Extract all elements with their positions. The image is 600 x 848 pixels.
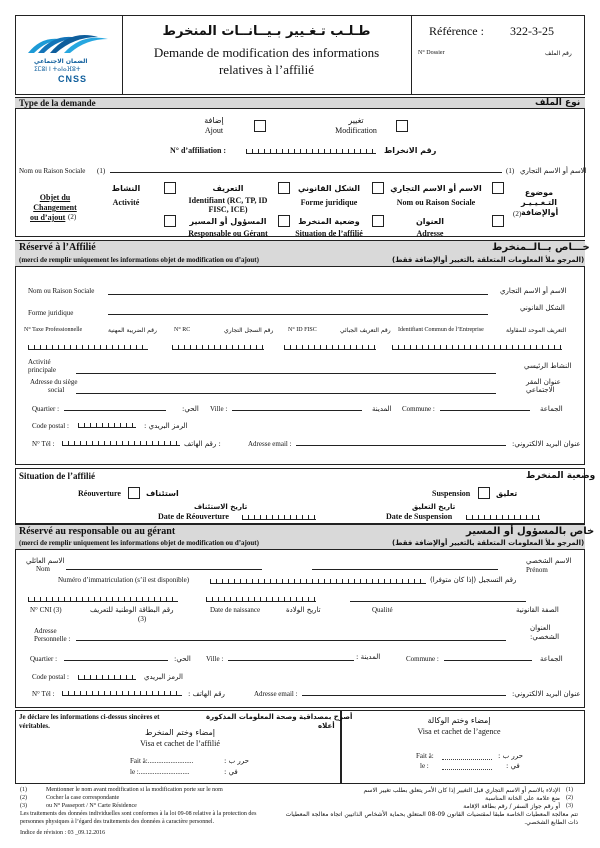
aff-cp-label-fr: Code postal : (32, 422, 69, 430)
adresse-checkbox-right[interactable] (492, 215, 504, 227)
footer-note-2: (2) (20, 795, 27, 801)
resp-immat-label-ar: رقم التسجيل (إذا كان متوفرا) (430, 576, 517, 584)
resp-cni-field[interactable] (28, 594, 178, 602)
aff-nom-label-fr: Nom ou Raison Sociale (28, 287, 95, 295)
footer-fr-3: ou N° Passeport / N° Carte Résidence (46, 803, 137, 809)
objet-note-ar: (2) (513, 210, 522, 218)
affiliation-label-ar: رقم الانخراط (384, 146, 437, 155)
resp-ville-label-ar: المدينة : (356, 653, 381, 661)
reserve-affilie-title-ar: خـــاص بــالــمنخرط (492, 242, 590, 253)
footer-ar-note-2: (2) (566, 795, 573, 801)
aff-if-label-fr: N° ID FISC (288, 327, 317, 333)
aff-quartier-label-fr: Quartier : (32, 405, 60, 413)
aff-cp-label-ar: الرمز البريدي : (144, 422, 188, 430)
objet-label-ar-1: موضوع (524, 188, 554, 197)
resp-cp-label-fr: Code postal : (32, 673, 69, 681)
resp-adr-label-fr-1: Adresse (34, 627, 57, 635)
aff-commune-label-ar: الجماعة (540, 405, 563, 413)
sign-agence-ar: إمضاء وختم الوكالة (427, 716, 491, 725)
aff-activite-label-fr-2: principale (28, 366, 56, 374)
opt-identifiant-fr-1: Identifiant (RC, TP, ID (188, 196, 268, 205)
footer-ar-note-3: (3) (566, 803, 573, 809)
objet-label-fr-1: Objet du (39, 193, 71, 202)
aff-ville-label-ar: المدينة (372, 405, 392, 413)
opt-responsable-ar: المسؤول أو المسير (189, 217, 267, 226)
aff-tel-label-ar: : رقم الهاتف (184, 440, 221, 448)
aff-quartier-label-ar: الحي: (182, 405, 199, 413)
aff-nom-label-ar: الاسم أو الاسم التجاري (500, 287, 567, 295)
reserve-affilie-title-fr: Réservé à l’Affilié (19, 242, 96, 253)
resp-naiss-field[interactable] (206, 594, 316, 602)
sign-affilie-fr: Visa et cachet de l’affilié (140, 739, 220, 748)
resp-email-field[interactable] (302, 688, 506, 696)
identifiant-checkbox[interactable] (278, 182, 290, 194)
objet-note-fr: (2) (68, 213, 77, 221)
dossier-label-ar: رقم الملف (545, 50, 572, 57)
title-arabic: طـلـب تـغـيير بـيــانــات المنخرط (162, 24, 371, 39)
resp-tel-field[interactable] (62, 688, 182, 696)
suspension-label-fr: Suspension (432, 489, 471, 498)
reouverture-label-ar: استئناف (146, 489, 179, 498)
aff-if-label-ar: رقم التعريف الجبائي (340, 327, 391, 334)
title-french-line2: relatives à l’affilié (218, 62, 315, 77)
declaration-ar-1: أصرح بمصداقية وصحة المعلومات المذكورة (206, 713, 353, 721)
resp-cni-label-ar: رقم البطاقة الوطنية للتعريف (90, 606, 174, 614)
header-divider-right (411, 15, 412, 95)
opt-identifiant-fr-2: FISC, ICE) (208, 205, 248, 214)
nom-raison-checkbox[interactable] (492, 182, 504, 194)
aff-tp-label-fr: N° Taxe Professionnelle (24, 327, 83, 333)
nom-raison-label-ar: الاسم أو الاسم التجاري (520, 167, 587, 175)
aff-tp-field[interactable] (28, 342, 148, 350)
resp-immat-label-fr: Numéro d’immatriculation (s’il est disponible) (58, 576, 190, 584)
resp-prenom-label-ar: الاسم الشخصي (526, 557, 572, 565)
sign-agence-fr: Visa et cachet de l’agence (417, 727, 501, 736)
aff-siege-label-ar-2: الاجتماعي (526, 386, 555, 394)
resp-nom-label-ar: الاسم العائلي (26, 557, 65, 565)
reference-value: 322-3-25 (510, 24, 554, 38)
aff-quartier-field[interactable] (64, 403, 166, 411)
date-reouverture-label-fr: Date de Réouverture (158, 512, 229, 521)
reserve-resp-title-ar: خاص بالمسؤول أو المسير (466, 526, 595, 537)
sign-affilie-ar: إمضاء وختم المنخرط (145, 728, 215, 737)
le-affilie: le :............................. (130, 768, 190, 776)
objet-label-fr-3: ou d’ajout (30, 213, 66, 222)
opt-forme-fr: Forme juridique (300, 198, 358, 207)
resp-immat-field[interactable] (210, 576, 426, 584)
opt-activite-fr: Activité (112, 198, 140, 207)
logo-cnss-text: CNSS (58, 74, 88, 84)
reserve-affilie-sub-fr: (merci de remplir uniquement les informations objet de modification ou d’ajout) (19, 256, 259, 264)
situation-title-ar: وضعية المنخرط (526, 471, 596, 481)
aff-email-field[interactable] (296, 438, 506, 446)
opt-adresse-fr: Adresse (416, 229, 444, 238)
fait-a-agence-ar: حرر ب : (498, 752, 523, 760)
affiliation-number-field[interactable] (246, 146, 376, 154)
resp-quartier-field[interactable] (64, 653, 168, 661)
opt-identifiant-ar: التعريف (212, 184, 244, 193)
resp-nom-label-fr: Nom (36, 565, 50, 573)
date-suspension-label-fr: Date de Suspension (386, 512, 453, 521)
reserve-affilie-frame (15, 240, 585, 465)
aff-ice-label-fr: Identifiant Commun de l’Entreprise (398, 327, 484, 333)
footer-note-1: (1) (20, 787, 27, 793)
type-demande-bar (15, 97, 585, 109)
type-demande-title-fr: Type de la demande (19, 98, 96, 108)
resp-email-label-fr: Adresse email : (254, 690, 298, 698)
aff-forme-label-fr: Forme juridique (28, 309, 74, 317)
resp-qualite-field[interactable] (350, 594, 526, 602)
revision-index: Indice de révision : 03 _09.12.2016 (20, 830, 106, 836)
footer-ar-1: الإدلاء بالاسم أو الاسم التجاري قبل التغيير إذا كان الأمر يتعلق بطلب تغيير الاسم (363, 787, 560, 794)
activite-checkbox[interactable] (164, 182, 176, 194)
declaration-ar-2: أعلاه (318, 722, 335, 730)
ajout-label-ar: إضافة (204, 116, 224, 125)
footer-ar-3: أو رقم جواز السفر / رقم بطاقة الإقامة (463, 803, 560, 810)
aff-forme-field[interactable] (108, 307, 488, 315)
resp-tel-label-ar: رقم الهاتف : (188, 690, 225, 698)
footer-fr-5: personnes physiques à l’égard des traitements des données à caractère personnel. (20, 819, 215, 825)
resp-adr-label-ar-2: الشخصي: (530, 633, 560, 641)
resp-adr-label-ar-1: العنوان (530, 624, 551, 632)
reserve-affilie-sub-ar: (المرجو ملأ المعلومات المتعلقة بالتغيير أوالإضافة فقط) (392, 256, 585, 264)
resp-commune-label-fr: Commune : (406, 655, 439, 663)
reouverture-label-fr: Réouverture (78, 489, 121, 498)
fait-a-affilie-ar: حرر ب : (224, 757, 249, 765)
aff-activite-label-ar: النشاط الرئيسي (524, 362, 572, 370)
modification-checkbox[interactable] (396, 120, 408, 132)
modif-label-ar: تغيير (348, 116, 364, 125)
fait-a-agence-line[interactable] (442, 759, 492, 760)
resp-cp-field[interactable] (78, 672, 136, 680)
opt-nom-ar: الاسم أو الاسم التجاري (390, 184, 482, 193)
reouverture-checkbox[interactable] (128, 487, 140, 499)
aff-cp-field[interactable] (78, 420, 136, 428)
aff-siege-label-fr-1: Adresse du siège (30, 378, 78, 386)
footer-fr-4: Les traitements des données individuelles sont conformes à la loi 09-08 relative à la protection des (20, 811, 257, 817)
resp-commune-field[interactable] (444, 653, 532, 661)
le-agence-ar: في : (506, 762, 520, 770)
resp-naiss-label-fr: Date de naissance (210, 606, 261, 614)
le-agence: le : (420, 762, 429, 770)
aff-ville-field[interactable] (232, 403, 362, 411)
opt-situation-ar: وضعية المنخرط (298, 217, 360, 226)
resp-prenom-label-fr: Prénom (526, 566, 548, 574)
aff-siege-field[interactable] (76, 386, 496, 394)
suspension-label-ar: تعليق (496, 489, 518, 498)
resp-cni-label-fr: N° CNI (3) (30, 606, 62, 614)
aff-activite-field[interactable] (76, 366, 496, 374)
situation-title-fr: Situation de l’affilié (19, 471, 95, 481)
objet-label-fr-2: Changement (33, 203, 77, 212)
date-reouverture-label-ar: تاريخ الاستئناف (194, 503, 248, 511)
footer-ar-2: ضع علامة على الخانة المناسبة (485, 795, 560, 802)
adresse-checkbox[interactable] (372, 215, 384, 227)
le-agence-line[interactable] (442, 769, 492, 770)
aff-email-label-ar: عنوان البريد الالكتروني: (512, 440, 581, 448)
footer-fr-2: Cocher la case correspondante (46, 795, 120, 801)
aff-tp-label-ar: رقم الضريبة المهنية (108, 327, 157, 334)
footer-fr-1: Mentionner le nom avant modification si la modification porte sur le nom (46, 787, 223, 793)
date-suspension-field[interactable] (466, 512, 540, 520)
aff-rc-field[interactable] (172, 342, 264, 350)
footer-note-3: (3) (20, 803, 27, 809)
reference-label: Référence : (429, 24, 484, 38)
resp-qualite-label-ar: الصفة القانونية (516, 606, 559, 614)
reserve-resp-title-fr: Réservé au responsable ou au gérant (19, 526, 176, 537)
opt-adresse-ar: العنوان (415, 217, 445, 226)
resp-tel-label-fr: N° Tél : (32, 690, 55, 698)
opt-forme-ar: الشكل القانوني (297, 184, 361, 193)
aff-ice-field[interactable] (392, 342, 562, 350)
resp-adr-label-fr-2: Personnelle : (34, 635, 71, 643)
resp-ville-label-fr: Ville : (206, 655, 224, 663)
resp-nom-field[interactable] (66, 562, 262, 570)
nom-raison-label-fr: Nom ou Raison Sociale (19, 167, 86, 175)
aff-commune-label-fr: Commune : (402, 405, 435, 413)
opt-nom-fr: Nom ou Raison Sociale (396, 198, 476, 207)
forme-juridique-checkbox[interactable] (372, 182, 384, 194)
aff-rc-label-fr: N° RC (174, 327, 191, 333)
opt-activite-ar: النشاط (111, 184, 141, 193)
opt-situation-fr: Situation de l’affilié (295, 229, 363, 238)
resp-prenom-field[interactable] (312, 562, 498, 570)
aff-rc-label-ar: رقم السجل التجاري (224, 327, 274, 334)
resp-quartier-label-ar: الحي: (174, 655, 191, 663)
resp-cp-label-ar: الرمز البريدي (144, 673, 183, 681)
objet-label-ar-3: أوالإضافة (521, 208, 559, 217)
ajout-label-fr: Ajout (204, 126, 224, 135)
resp-adr-field[interactable] (76, 633, 506, 641)
logo-arabic-text: الضمان الاجتماعي (34, 58, 88, 65)
nom-raison-note: (1) (97, 167, 106, 175)
suspension-checkbox[interactable] (478, 487, 490, 499)
reserve-resp-sub-ar: (المرجو ملأ المعلومات المتعلقة بالتغيير أوالإضافة فقط) (392, 539, 585, 547)
aff-ville-label-fr: Ville : (210, 405, 228, 413)
declaration-fr-2: véritables. (19, 722, 50, 730)
resp-ville-field[interactable] (228, 653, 354, 661)
responsable-checkbox[interactable] (164, 215, 176, 227)
resp-commune-label-ar: الجماعة (540, 655, 563, 663)
aff-ice-label-ar: التعريف الموحد للمقاولة (506, 327, 567, 334)
footer-ar-4: تتم معالجة المعطيات الخاصة طبقا لمقتضيات القانون 09-08 المتعلق بحماية الأشخاص الذاتيين اتجاه معالجة المعطيات (285, 811, 578, 818)
modif-label-fr: Modification (335, 126, 377, 135)
aff-tel-label-fr: N° Tél : (32, 440, 55, 448)
resp-qualite-label-fr: Qualité (372, 606, 393, 614)
affiliation-label-fr: N° d’affiliation : (170, 146, 227, 155)
reserve-resp-frame (15, 524, 585, 708)
logo-tifinagh-text: ⵉⵎⵓⵏ ⵏ ⵜⴰⵏⴰⴼⵓⵜ (34, 66, 81, 73)
aff-if-field[interactable] (284, 342, 376, 350)
declaration-fr-1: Je déclare les informations ci-dessus sincères et (19, 713, 160, 721)
footer-ar-5: ذات الطابع الشخصي. (524, 819, 578, 826)
aff-siege-label-fr-2: social (48, 386, 65, 394)
aff-email-label-fr: Adresse email : (248, 440, 292, 448)
nom-raison-field[interactable] (110, 165, 502, 173)
le-affilie-ar: في : (224, 768, 238, 776)
resp-email-label-ar: عنوان البريد الالكتروني: (512, 690, 581, 698)
resp-naiss-label-ar: تاريخ الولادة (286, 606, 321, 614)
title-french-line1: Demande de modification des informations (153, 45, 380, 60)
cnss-logo-icon (24, 27, 114, 57)
ajout-checkbox[interactable] (254, 120, 266, 132)
aff-siege-label-ar-1: عنوان المقر (526, 378, 561, 386)
opt-responsable-fr: Responsable ou Gérant (188, 229, 268, 238)
fait-a-agence: Fait à: (416, 752, 434, 760)
fait-a-affilie: Fait à:.......................... (130, 757, 194, 765)
nom-raison-note-ar: (1) (506, 167, 515, 175)
aff-activite-label-fr-1: Activité (28, 358, 51, 366)
aff-forme-label-ar: الشكل القانوني (520, 304, 565, 312)
reserve-resp-sub-fr: (merci de remplir uniquement les informations objet de modification ou d’ajout) (19, 539, 259, 547)
date-reouverture-field[interactable] (242, 512, 316, 520)
objet-label-ar-2: التـغـيـيـر (521, 198, 557, 207)
aff-nom-field[interactable] (108, 287, 488, 295)
dossier-label-fr: N° Dossier (418, 50, 445, 56)
resp-quartier-label-fr: Quartier : (30, 655, 58, 663)
footer-ar-note-1: (1) (566, 787, 573, 793)
aff-commune-field[interactable] (440, 403, 530, 411)
date-suspension-label-ar: تاريخ التعليق (412, 503, 456, 511)
type-demande-title-ar: نوع الملف (535, 98, 581, 108)
resp-cni-note: (3) (138, 615, 147, 623)
aff-tel-field[interactable] (62, 438, 180, 446)
